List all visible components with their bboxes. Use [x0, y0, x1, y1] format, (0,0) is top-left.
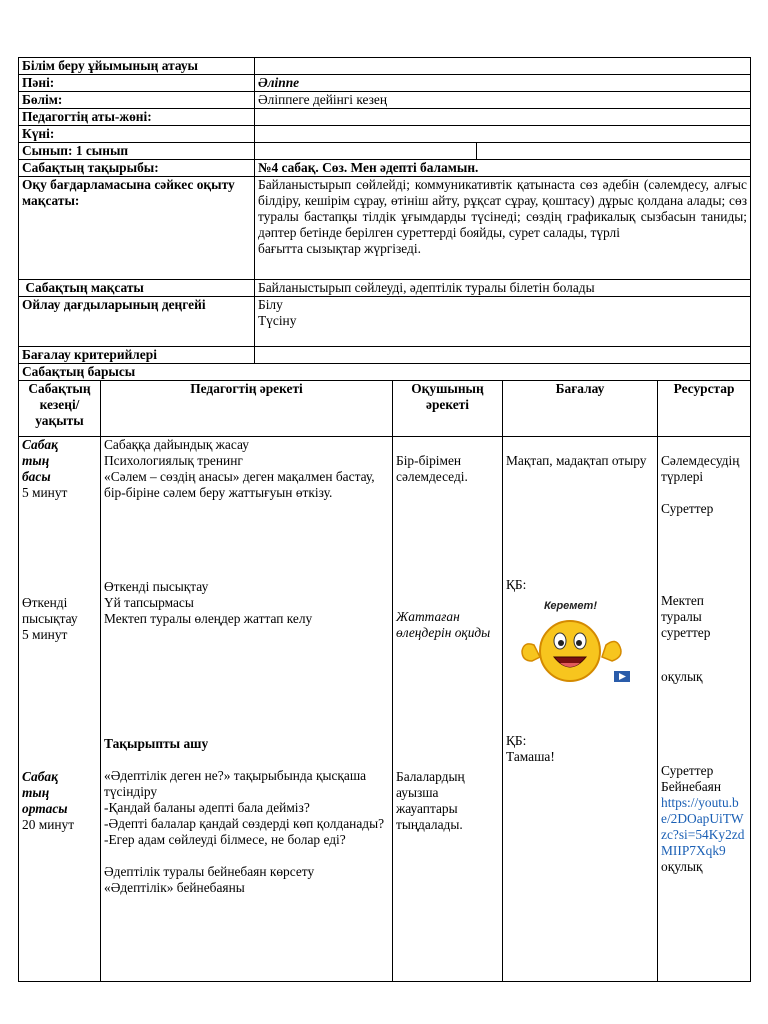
smiley-thumbs-up-icon [514, 597, 634, 693]
teacher-middle-line-2: -Қандай баланы әдепті бала дейміз? [104, 800, 310, 815]
progress-label: Сабақтың барысы [19, 364, 751, 381]
stage-middle-title-1: Сабақ [22, 769, 58, 784]
resource-review-1: Мектеп туралы суреттер [661, 593, 711, 640]
stage-middle-title-3: ортасы [22, 801, 68, 816]
student-cell [393, 437, 503, 982]
teacher-middle-line-1: «Әдептілік деген не?» тақырыбында қысқаша түсіндіру [104, 768, 367, 799]
assessment-start: Мақтап, мадақтап отыру [506, 453, 647, 468]
assessment-middle-1: ҚБ: [506, 733, 527, 748]
resource-middle-1: Суреттер [661, 763, 714, 778]
goals-label: Оқу бағдарламасына сәйкес оқыту мақсаты: [19, 177, 255, 280]
class-cell-1 [255, 143, 477, 160]
resource-start-2: Суреттер [661, 501, 714, 516]
thinking-value [255, 297, 751, 347]
student-start: Бір-бірімен сәлемдеседі. [396, 453, 468, 484]
goals-text-last: бағытта сызықтар жүргізеді. [258, 241, 421, 256]
teacher-label: Педагогтің аты-жөні: [19, 109, 255, 126]
stage-review-title: Өткенді пысықтау [22, 595, 78, 626]
stage-middle-title-2: тың [22, 785, 50, 800]
section-value: Әліппеге дейінгі кезең [255, 92, 751, 109]
col-resources-header: Ресурстар [658, 381, 751, 437]
stage-review-time: 5 минут [22, 627, 68, 642]
thinking-label: Ойлау дағдыларының деңгейі [19, 297, 255, 347]
progress-table [18, 380, 751, 982]
header-table [18, 57, 751, 381]
lesson-goal-label: Сабақтың мақсаты [19, 280, 255, 297]
col-assessment-header: Бағалау [503, 381, 658, 437]
teacher-value [255, 109, 751, 126]
assessment-review: ҚБ: [506, 577, 527, 592]
criteria-label: Бағалау критерийлері [19, 347, 255, 364]
date-value [255, 126, 751, 143]
class-cell-2 [477, 143, 751, 160]
org-value [255, 58, 751, 75]
section-label: Бөлім: [19, 92, 255, 109]
teacher-start-line-1: Сабаққа дайындық жасау [104, 437, 249, 452]
subject-label: Пәні: [19, 75, 255, 92]
sticker-caption: Керемет! [544, 600, 597, 612]
topic-value: №4 сабақ. Сөз. Мен әдепті баламын. [255, 160, 751, 177]
teacher-review-line-2: Үй тапсырмасы [104, 595, 194, 610]
resource-start-1: Сәлемдесудің түрлері [661, 453, 740, 484]
teacher-start-line-2: Психологиялық тренинг [104, 453, 243, 468]
video-link[interactable]: https://youtu.be/2DOapUiTWzc?si=54Ky2zdMIIP7Xqk9 [661, 795, 745, 858]
class-label: Сынып: 1 сынып [19, 143, 255, 160]
date-label: Күні: [19, 126, 255, 143]
assessment-middle-2: Тамаша! [506, 749, 555, 764]
stage-start-title-3: басы [22, 469, 51, 484]
criteria-value [255, 347, 751, 364]
teacher-middle-line-4: -Егер адам сөйлеуді білмесе, не болар еді? [104, 832, 346, 847]
goals-text: Байланыстырып сөйлейді; коммуникативтік қатынаста сөз әдебін (сәлемдесу, алғыс білдіру, кешірім сұрау, өтініш айту, рұқсат сұрау, қоштасу) дұрыс қолдана алады; сөз туралы бастапқы тілдік ұғымдарды түсінеді; сөздің графикалық сызбасын таниды; дәптер бетінде берілген суреттерді бояйды, сурет салады, түрлі [258, 177, 747, 240]
resource-middle-3: оқулық [661, 859, 703, 874]
assessment-cell [503, 437, 658, 982]
teacher-review-line-3: Мектеп туралы өлеңдер жаттап келу [104, 611, 313, 626]
teacher-cell [101, 437, 393, 982]
lesson-goal-value: Байланыстырып сөйлеуді, әдептілік туралы білетін болады [255, 280, 751, 297]
org-label: Білім беру ұйымының атауы [19, 58, 255, 75]
stage-cell [19, 437, 101, 982]
thinking-level-1: Білу [258, 297, 283, 312]
goals-value [255, 177, 751, 280]
resource-review-2: оқулық [661, 669, 703, 684]
stage-start-title-1: Сабақ [22, 437, 58, 452]
resource-middle-2: Бейнебаян [661, 779, 721, 794]
subject-value: Әліппе [255, 75, 751, 92]
teacher-middle-tail-1: Әдептілік туралы бейнебаян көрсету [104, 864, 315, 879]
stage-start-title-2: тың [22, 453, 50, 468]
topic-label: Сабақтың тақырыбы: [19, 160, 255, 177]
col-teacher-header: Педагогтің әрекеті [101, 381, 393, 437]
teacher-start-line-3: «Сәлем – сөздің анасы» деген мақалмен бастау, бір-біріне сәлем беру жаттығуын өткізу. [104, 469, 375, 500]
resources-cell [658, 437, 751, 982]
teacher-middle-line-3: -Әдепті балалар қандай сөздерді көп қолданады? [104, 816, 385, 831]
thinking-level-2: Түсіну [258, 313, 297, 328]
lesson-plan [18, 57, 750, 982]
stage-middle-time: 20 минут [22, 817, 75, 832]
teacher-review-line-1: Өткенді пысықтау [104, 579, 209, 594]
col-stage-header: Сабақтың кезеңі/ уақыты [19, 381, 101, 437]
teacher-middle-heading: Тақырыпты ашу [104, 736, 209, 751]
student-middle: Балалардың ауызша жауаптары тыңдалады. [396, 769, 465, 832]
stage-start-time: 5 минут [22, 485, 68, 500]
teacher-middle-tail-2: «Әдептілік» бейнебаяны [104, 880, 245, 895]
student-review: Жаттаған өлеңдерін оқиды [396, 609, 491, 640]
col-student-header: Оқушының әрекеті [393, 381, 503, 437]
